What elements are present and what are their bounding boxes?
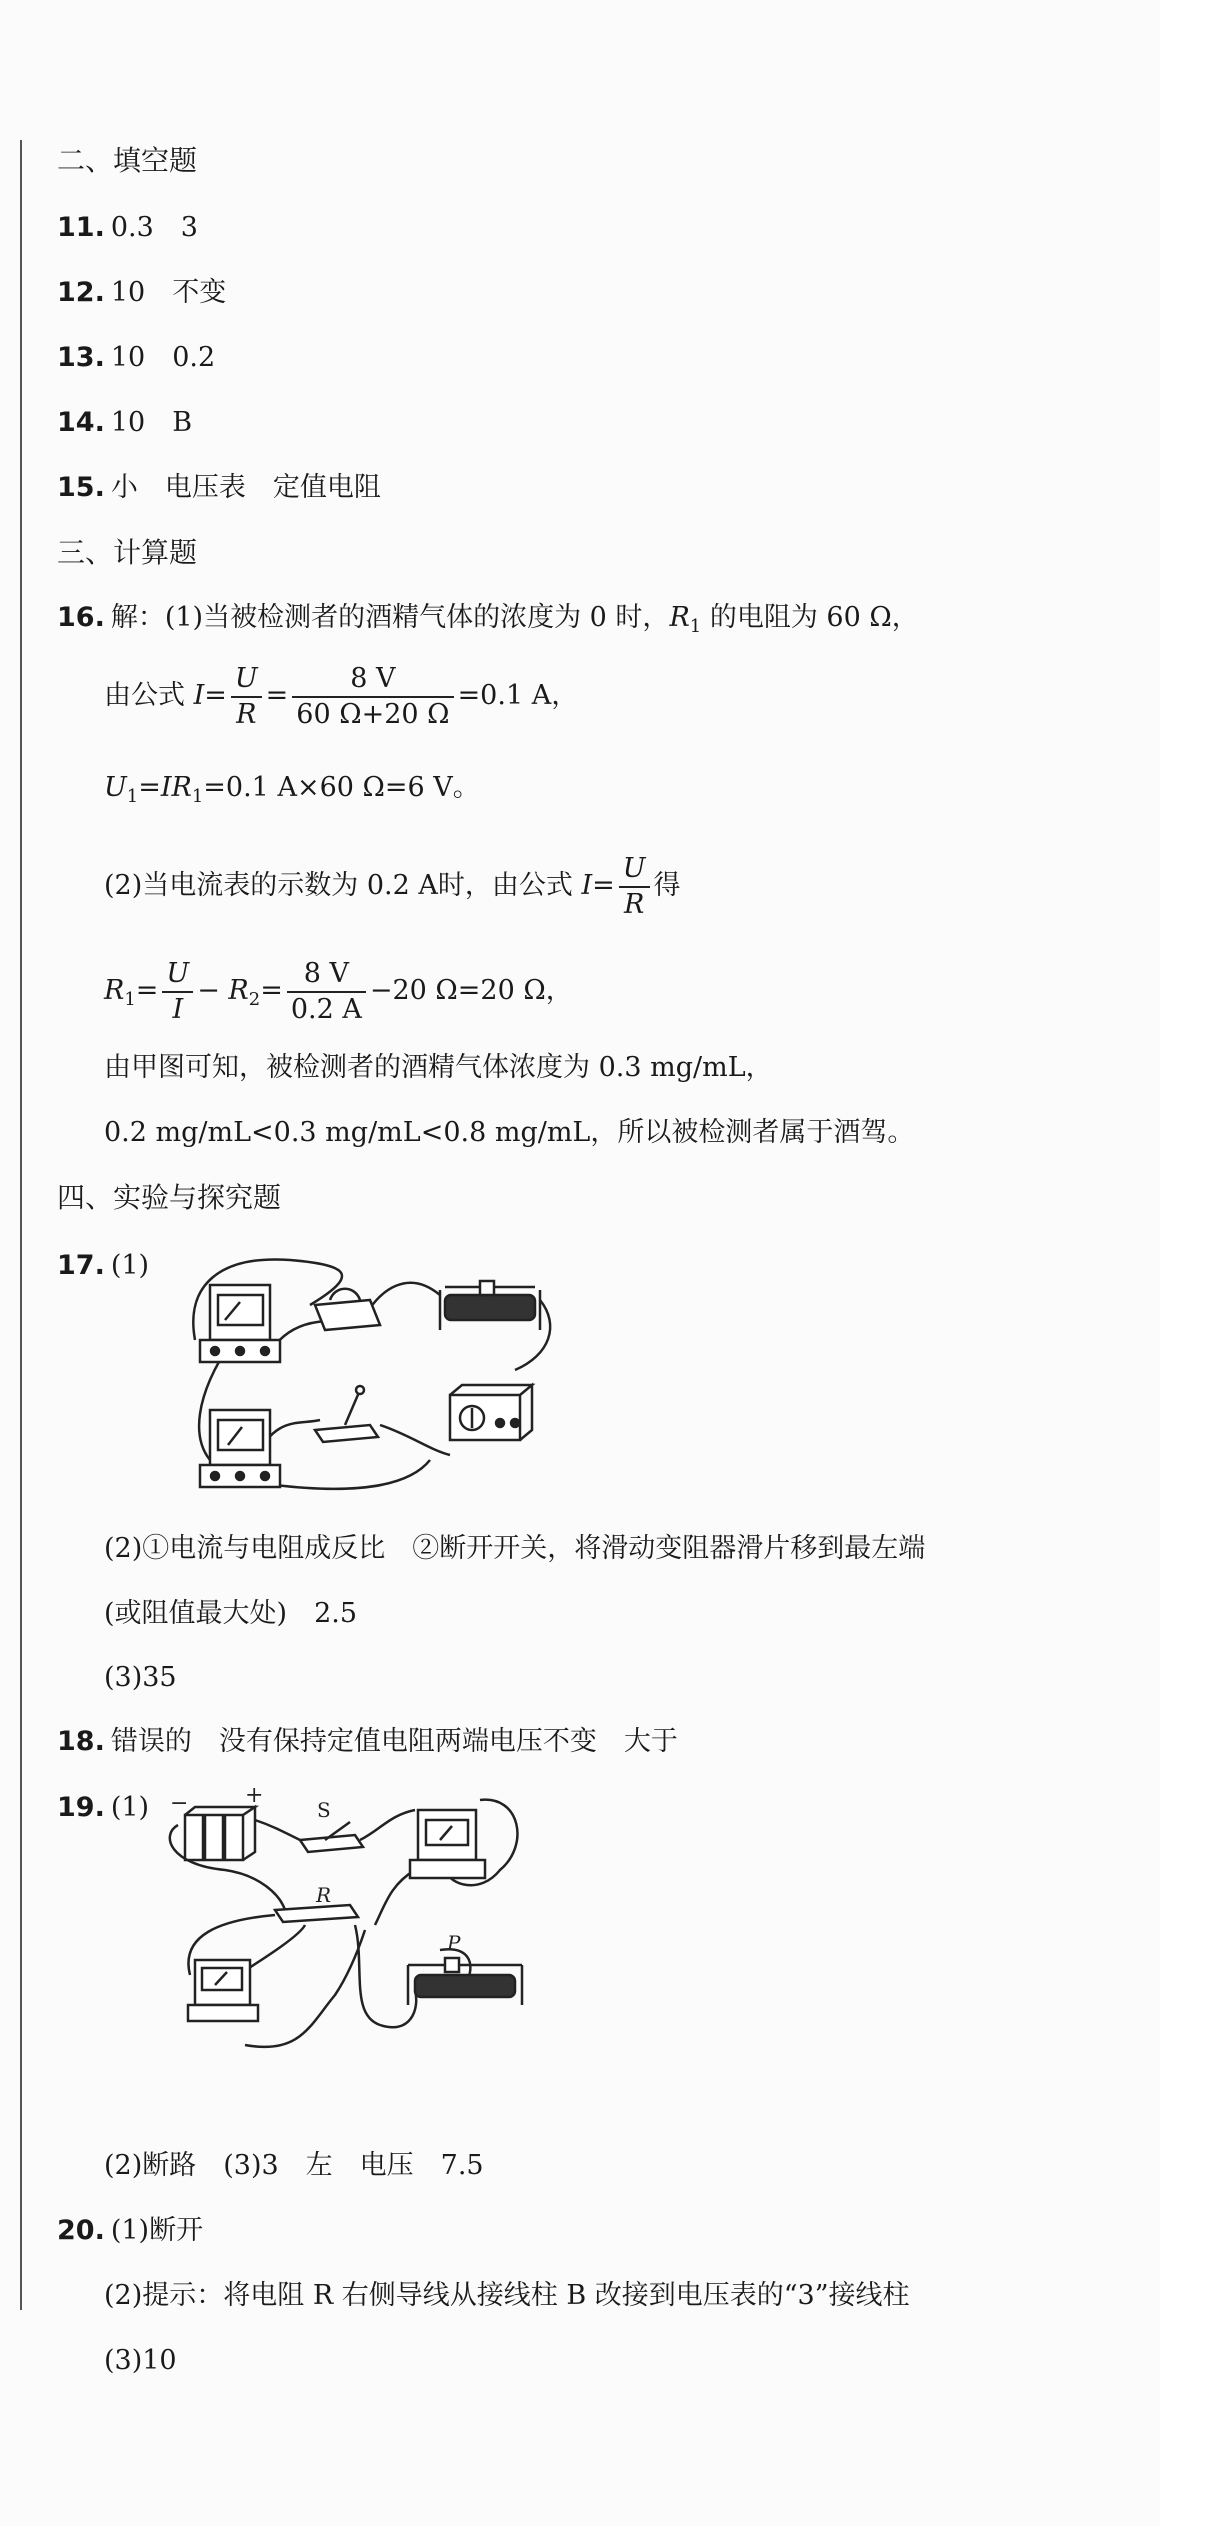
answer-13: [57, 340, 215, 376]
fraction-u-over-r: $\frac{U}{R}$: [231, 662, 262, 732]
text: (1)断开: [110, 2215, 204, 2246]
answer-20-part3: (3)10: [104, 2345, 177, 2376]
answer-text: 错误的 没有保持定值电阻两端电压不变 大于: [110, 1726, 678, 1757]
answer-15: [57, 470, 381, 506]
question-number: 15.: [57, 472, 105, 503]
fraction-values: [292, 662, 453, 732]
battery-plus-label: +: [245, 1785, 264, 1808]
fraction-u-over-r: $\frac{U}{R}$: [619, 852, 650, 922]
answer-text: 0.3 3: [110, 212, 198, 243]
denominator: 60 Ω+20 Ω: [296, 698, 450, 730]
answer-text: 小 电压表 定值电阻: [110, 472, 381, 503]
answer-text: 10 不变: [110, 277, 227, 308]
slider-label: P: [447, 1931, 461, 1955]
fraction-values: [287, 957, 366, 1027]
circuit-diagram-19: [150, 1785, 550, 2055]
answer-16-line4: (2)当电流表的示数为 0.2 A时，由公式 I= $\frac{U}{R}$ 得: [104, 852, 681, 920]
question-number: 17.: [57, 1250, 105, 1281]
section-fill-heading: 二、填空题: [57, 144, 198, 177]
denominator: 0.2 A: [290, 993, 362, 1025]
text: =0.1 A×60 Ω=6 V。: [203, 772, 480, 803]
resistor-label: R: [316, 1883, 332, 1907]
subscript: 1: [689, 616, 702, 637]
answer-11: [57, 210, 198, 246]
question-number: 11.: [57, 212, 105, 243]
section-calc-heading: 三、计算题: [57, 536, 198, 569]
numerator: 8 V: [287, 957, 366, 993]
question-number: 20.: [57, 2215, 105, 2246]
question-number: 12.: [57, 277, 105, 308]
answer-19-part1: [57, 1790, 149, 1826]
text: 解：(1)当被检测者的酒精气体的浓度为 0 时，: [110, 602, 670, 633]
text: (1): [110, 1792, 150, 1823]
answer-16-line6: 由甲图可知，被检测者的酒精气体浓度为 0.3 mg/mL，: [104, 1052, 773, 1083]
answer-text: 10 0.2: [110, 342, 216, 373]
var-r1: R: [669, 602, 690, 633]
answer-17-part2: (2)①电流与电阻成反比 ②断开开关，将滑动变阻器滑片移到最左端: [104, 1533, 926, 1564]
answer-16-line1: [57, 600, 919, 645]
text: 得: [653, 870, 681, 901]
answer-12: [57, 275, 226, 311]
question-number: 16.: [57, 602, 105, 633]
answer-16-formula1: 由公式 I= $\frac{U}{R}$ = $\frac{8 V}{60 \Omega+20 \Omega}$ =0.1 A，: [104, 662, 579, 730]
text: (2)当电流表的示数为 0.2 A时，由公式: [104, 870, 582, 901]
numerator: 8 V: [292, 662, 453, 698]
answer-20-part1: [57, 2213, 203, 2249]
answer-14: [57, 405, 192, 441]
question-number: 14.: [57, 407, 105, 438]
answer-text: 10 B: [110, 407, 193, 438]
answer-16-line3: $U_1=IR_1=0.1$ A×60 Ω=6 V。: [104, 772, 480, 807]
text: 由公式: [104, 680, 194, 711]
question-number: 19.: [57, 1792, 105, 1823]
circuit-diagram-17: [180, 1245, 570, 1505]
answer-19-part2: (2)断路 (3)3 左 电压 7.5: [104, 2150, 484, 2181]
margin-line: [20, 140, 22, 2310]
question-number: 18.: [57, 1726, 105, 1757]
section-exp-heading: 四、实验与探究题: [57, 1181, 282, 1214]
var: I: [193, 680, 205, 711]
text: =0.1 A，: [457, 680, 579, 711]
answer-17-part2-cont: (或阻值最大处) 2.5: [104, 1598, 358, 1629]
fraction-u-over-i: $\frac{U}{I}$: [162, 957, 193, 1027]
text: 的电阻为 60 Ω，: [701, 602, 919, 633]
text: (1): [110, 1250, 150, 1281]
answer-16-formula2: $R_1=$ $\frac{U}{I}$ − $R_2=$ $\frac{8 V}{0.2 A}$ −20 Ω=20 Ω，: [104, 957, 573, 1025]
question-number: 13.: [57, 342, 105, 373]
answer-20-part2: (2)提示：将电阻 R 右侧导线从接线柱 B 改接到电压表的“3”接线柱: [104, 2280, 910, 2311]
answer-17-part3: (3)35: [104, 1662, 177, 1693]
answer-17-part1: [57, 1248, 149, 1284]
text: −20 Ω=20 Ω，: [369, 975, 573, 1006]
answer-18: [57, 1724, 678, 1760]
switch-label: S: [317, 1798, 331, 1822]
answer-16-line7: 0.2 mg/mL<0.3 mg/mL<0.8 mg/mL，所以被检测者属于酒驾。: [104, 1117, 915, 1148]
battery-minus-label: −: [170, 1791, 189, 1816]
